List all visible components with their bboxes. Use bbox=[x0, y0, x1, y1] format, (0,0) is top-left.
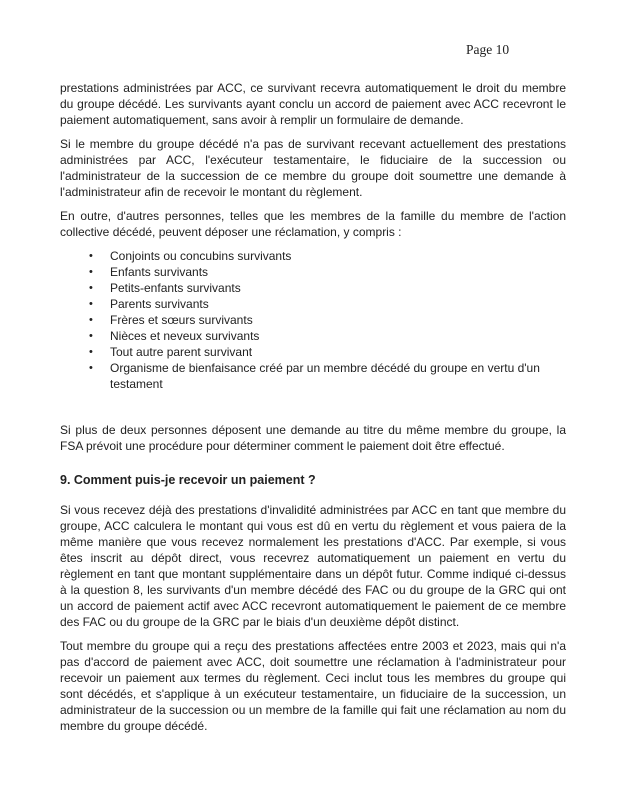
paragraph-other-claimants-intro: En outre, d'autres personnes, telles que les membres de la famille du membre de l'action collective décédé, peuvent déposer une réclamation, y compris : bbox=[60, 209, 566, 239]
claimants-list bbox=[60, 248, 566, 392]
paragraph-claim-requirement: Tout membre du groupe qui a reçu des prestations affectées entre 2003 et 2023, mais qui n'a pas d'accord de paiement avec ACC, doit soumettre une réclamation à l'administrateur pour recevoir un paiement aux termes du règlement. Ceci inclut tous les membres du groupe qui sont décédés, et s'applique à un exécuteur testamentaire, un fiduciaire de la succession, un administrateur de la succession ou un membre de la famille qui fait une réclamation au nom du membre du groupe décédé. bbox=[60, 639, 566, 733]
list-item-label: Nièces et neveux survivants bbox=[110, 329, 260, 343]
list-item-parents bbox=[89, 296, 566, 312]
page-number: Page 10 bbox=[466, 42, 510, 57]
bullet-icon: • bbox=[89, 346, 93, 358]
list-item-grandchildren bbox=[89, 280, 566, 296]
paragraph-survivor-benefits: prestations administrées par ACC, ce survivant recevra automatiquement le droit du membre du groupe décédé. Les survivants ayant conclu un accord de paiement avec ACC recevront le paiement automatiquement, sans avoir à remplir un formulaire de demande. bbox=[60, 81, 566, 127]
bullet-icon: • bbox=[89, 298, 93, 310]
paragraph-no-survivor: Si le membre du groupe décédé n'a pas de survivant recevant actuellement des prestations administrées par ACC, l'exécuteur testamentaire, le fiduciaire de la succession ou l'administrateur de la succession de ce membre du groupe doit soumettre une demande à l'administrateur afin de recevoir le montant du règlement. bbox=[60, 137, 566, 199]
list-item-label: Organisme de bienfaisance créé par un membre décédé du groupe en vertu d'un testament bbox=[110, 361, 540, 391]
list-item-label: Enfants survivants bbox=[110, 265, 209, 279]
list-item-label: Tout autre parent survivant bbox=[110, 345, 253, 359]
list-item-children bbox=[89, 264, 566, 280]
list-item-label: Parents survivants bbox=[110, 297, 209, 311]
list-item-label: Conjoints ou concubins survivants bbox=[110, 249, 292, 263]
list-item-charity bbox=[89, 360, 566, 392]
document-content bbox=[60, 80, 566, 742]
bullet-icon: • bbox=[89, 314, 93, 326]
bullet-icon: • bbox=[89, 330, 93, 342]
bullet-icon: • bbox=[89, 266, 93, 278]
bullet-icon: • bbox=[89, 362, 93, 374]
list-item-spouses bbox=[89, 248, 566, 264]
list-item-label: Frères et sœurs survivants bbox=[110, 313, 253, 327]
list-item-siblings bbox=[89, 312, 566, 328]
section-heading-question-9: 9. Comment puis-je recevoir un paiement ? bbox=[60, 473, 316, 487]
bullet-icon: • bbox=[89, 282, 93, 294]
list-item-label: Petits-enfants survivants bbox=[110, 281, 241, 295]
list-item-other-relative bbox=[89, 344, 566, 360]
list-item-nieces-nephews bbox=[89, 328, 566, 344]
paragraph-multiple-claims: Si plus de deux personnes déposent une demande au titre du même membre du groupe, la FSA prévoit une procédure pour déterminer comment le paiement doit être effectué. bbox=[60, 423, 566, 453]
paragraph-payment-method: Si vous recevez déjà des prestations d'invalidité administrées par ACC en tant que membre du groupe, ACC calculera le montant qui vous est dû en vertu du règlement et vous paiera de la même manière que vous recevez normalement les prestations d'ACC. Par exemple, si vous êtes inscrit au dépôt direct, vous recevrez automatiquement un paiement en vertu du règlement en tant que montant supplémentaire dans un dépôt futur. Comme indiqué ci-dessus à la question 8, les survivants d'un membre décédé des FAC ou du groupe de la GRC qui ont un accord de paiement actif avec ACC recevront automatiquement le paiement de ce membre des FAC ou du groupe de la GRC par le biais d'un deuxième dépôt distinct. bbox=[60, 503, 566, 629]
bullet-icon: • bbox=[89, 250, 93, 262]
